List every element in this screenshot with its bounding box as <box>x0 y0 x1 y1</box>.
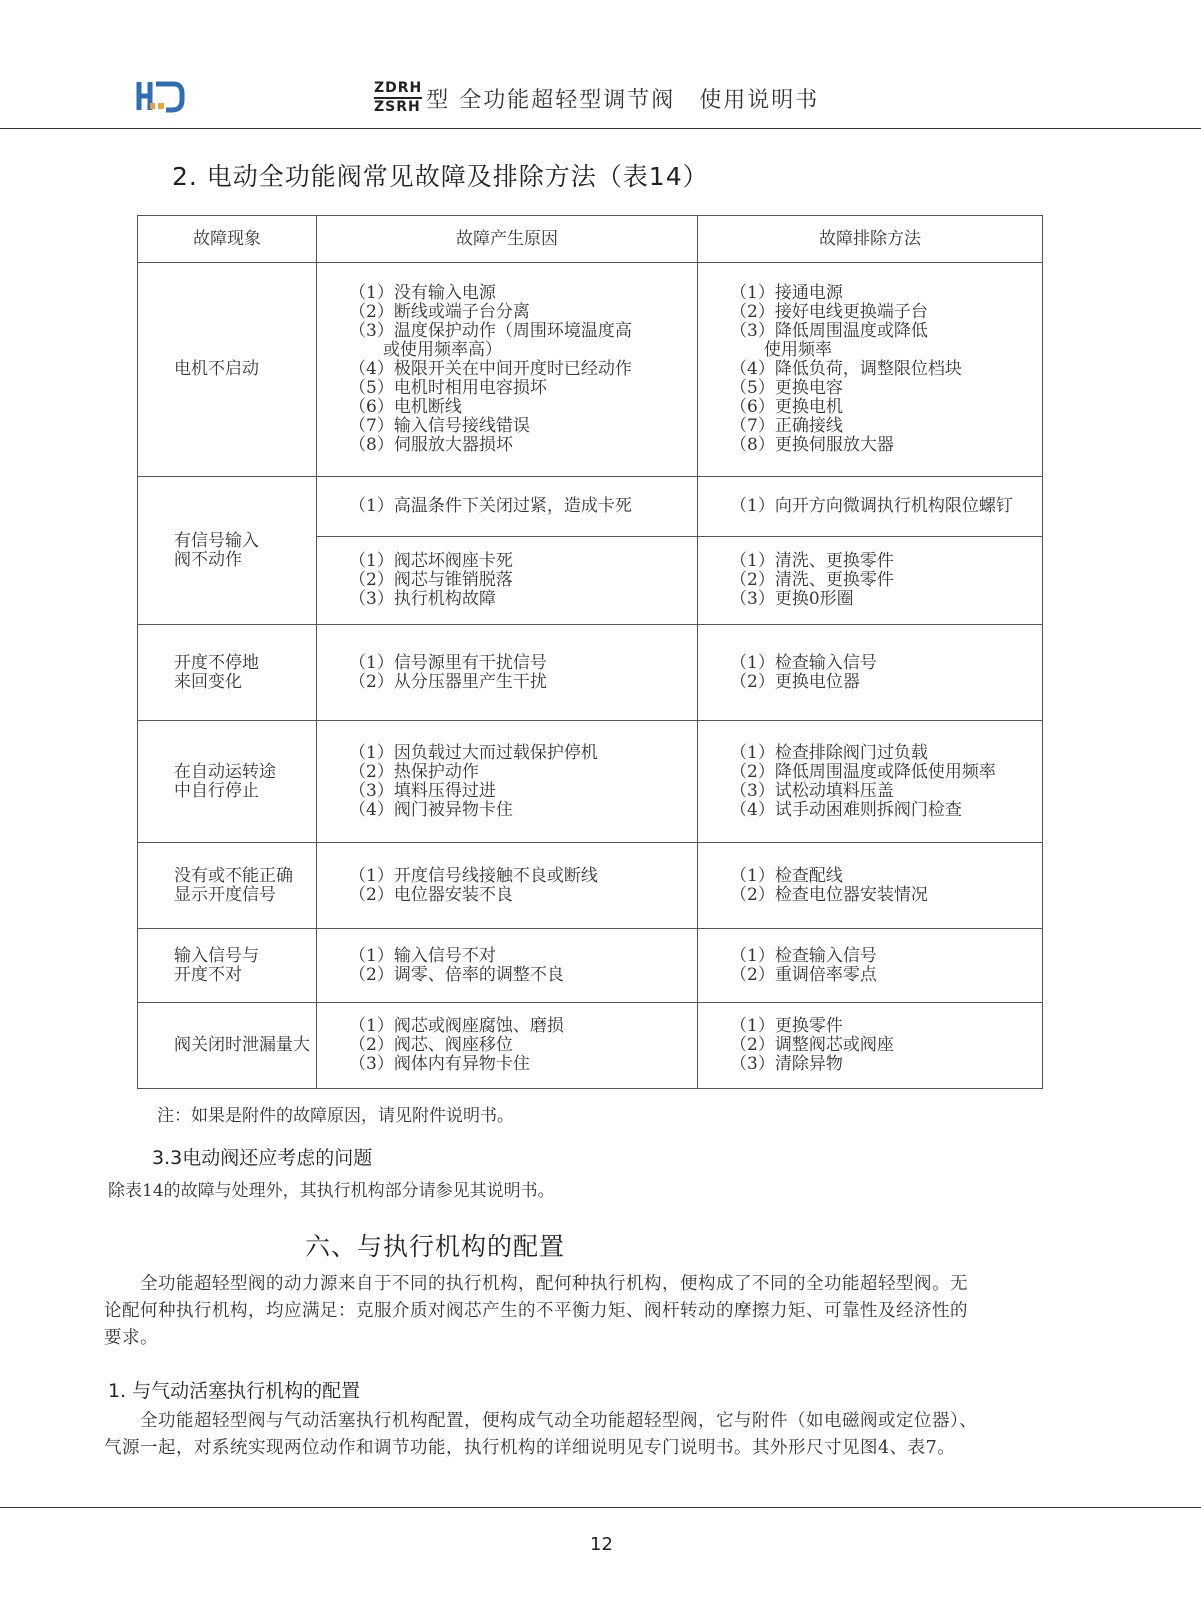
table-cell-line: （2）降低周围温度或降低使用频率 <box>730 761 996 782</box>
table-cell-line: （2）电位器安装不良 <box>349 884 513 905</box>
header-title-text: 型 全功能超轻型调节阀 使用说明书 <box>426 87 820 113</box>
table-cell-line: （1）信号源里有干扰信号 <box>349 652 547 673</box>
remedy-cell <box>698 537 1043 625</box>
table-cell-line: 使用频率 <box>730 340 832 360</box>
remedy-cell <box>698 929 1043 1003</box>
symptom-cell <box>138 263 317 477</box>
cause-cell <box>317 929 698 1003</box>
subsection-1-title: 1. 与气动活塞执行机构的配置 <box>108 1380 361 1402</box>
table-cell-line: （1）高温条件下关闭过紧，造成卡死 <box>349 496 632 516</box>
table-cell-line: （7）输入信号接线错误 <box>349 416 530 436</box>
remedy-cell <box>698 1003 1043 1089</box>
table-cell-line: （4）试手动困难则拆阀门检查 <box>730 799 962 820</box>
table-cell-line: （1）检查排除阀门过负载 <box>730 742 928 763</box>
table-cell-line: 没有或不能正确 <box>174 865 293 886</box>
table-cell-line: 电机不启动 <box>174 359 259 379</box>
table-cell-line: （1）检查输入信号 <box>730 945 877 966</box>
table-row <box>138 1003 1043 1089</box>
symptom-cell <box>138 1003 317 1089</box>
remedy-cell <box>698 625 1043 721</box>
symptom-cell <box>138 929 317 1003</box>
table-cell-line: （1）开度信号线接触不良或断线 <box>349 865 598 886</box>
cause-cell <box>317 625 698 721</box>
table-cell-line: （2）从分压器里产生干扰 <box>349 671 547 692</box>
table-cell-line: （2）更换电位器 <box>730 671 860 692</box>
table-note: 注：如果是附件的故障原因，请见附件说明书。 <box>157 1106 514 1126</box>
table-cell-line: 输入信号与 <box>174 945 259 966</box>
symptom-cell <box>138 843 317 929</box>
table-cell-line: （1）阀芯或阀座腐蚀、磨损 <box>349 1016 564 1036</box>
remedy-cell <box>698 721 1043 843</box>
table-cell-line: （2）断线或端子台分离 <box>349 302 530 322</box>
subsection-1-paragraph: 全功能超轻型阀与气动活塞执行机构配置，便构成气动全功能超轻型阀，它与附件（如电磁阀或定位器）、气源一起，对系统实现两位动作和调节功能，执行机构的详细说明见专门说明书。其外形尺寸见图4、表7。 <box>104 1411 978 1458</box>
table-cell-line: （3）清除异物 <box>730 1054 843 1074</box>
table-cell-line: （4）极限开关在中间开度时已经动作 <box>349 359 632 379</box>
table-cell-line: （5）电机时相用电容损坏 <box>349 378 547 398</box>
table-cell-line: 来回变化 <box>174 671 242 692</box>
table-cell-line: （3）执行机构故障 <box>349 589 496 609</box>
cause-cell <box>317 477 698 537</box>
table-cell-line: （4）阀门被异物卡住 <box>349 799 513 820</box>
company-logo <box>136 78 186 114</box>
table-cell-line: （1）清洗、更换零件 <box>730 551 894 571</box>
table-cell-line: （7）正确接线 <box>730 416 843 436</box>
remedy-cell <box>698 477 1043 537</box>
table-cell-line: （8）伺服放大器损坏 <box>349 435 513 455</box>
table-header-row <box>138 216 1043 263</box>
table-cell-line: 开度不停地 <box>174 652 259 673</box>
table-cell-line: （1）更换零件 <box>730 1016 843 1036</box>
table-cell-line: （4）降低负荷，调整限位档块 <box>730 359 962 379</box>
cause-cell <box>317 843 698 929</box>
table-cell-line: （6）更换电机 <box>730 397 843 417</box>
symptom-cell <box>138 625 317 721</box>
table-cell-line: （2）阀芯、阀座移位 <box>349 1035 513 1055</box>
header-remedy: 故障排除方法 <box>698 216 1043 263</box>
table-cell-line: （3）更换0形圈 <box>730 589 854 609</box>
table-cell-line: （8）更换伺服放大器 <box>730 435 894 455</box>
table-cell-line: 有信号输入 <box>174 530 259 551</box>
table-cell-line: （1）检查输入信号 <box>730 652 877 673</box>
section-6-paragraph: 全功能超轻型阀的动力源来自于不同的执行机构，配何种执行机构，便构成了不同的全功能超轻型阀。无论配何种执行机构，均应满足：克服介质对阀芯产生的不平衡力矩、阀杆转动的摩擦力矩、可靠性及经济性的要求。 <box>104 1274 968 1348</box>
cause-cell <box>317 721 698 843</box>
table-row <box>138 625 1043 721</box>
remedy-cell <box>698 843 1043 929</box>
table-cell-line: 在自动运转途 <box>174 761 276 782</box>
document-header <box>374 80 819 116</box>
table-row <box>138 929 1043 1003</box>
table-cell-line: （2）重调倍率零点 <box>730 964 877 985</box>
cause-cell <box>317 263 698 477</box>
model-codes <box>374 80 422 116</box>
table-cell-line: （3）阀体内有异物卡住 <box>349 1054 530 1074</box>
table-cell-line: （2）检查电位器安装情况 <box>730 884 928 905</box>
header-divider <box>0 128 1201 129</box>
table-cell-line: （3）降低周围温度或降低 <box>730 321 928 341</box>
table-cell-line: （1）因负载过大而过载保护停机 <box>349 742 598 763</box>
header-cause: 故障产生原因 <box>317 216 698 263</box>
footer-divider <box>0 1507 1201 1508</box>
table-row <box>138 721 1043 843</box>
fault-table <box>137 215 1043 1089</box>
table-cell-line: （2）阀芯与锥销脱落 <box>349 570 513 590</box>
cause-cell <box>317 1003 698 1089</box>
subsection-33-text: 除表14的故障与处理外，其执行机构部分请参见其说明书。 <box>108 1181 555 1201</box>
section-6-title: 六、与执行机构的配置 <box>305 1232 566 1261</box>
table-cell-line: （1）向开方向微调执行机构限位螺钉 <box>730 496 1013 516</box>
table-cell-line: （1）没有输入电源 <box>349 283 496 303</box>
cause-cell <box>317 537 698 625</box>
table-cell-line: （1）检查配线 <box>730 865 843 886</box>
table-cell-line: （1）输入信号不对 <box>349 945 496 966</box>
table-cell-line: （1）阀芯坏阀座卡死 <box>349 551 513 571</box>
remedy-cell <box>698 263 1043 477</box>
table-cell-line: 中自行停止 <box>174 780 259 801</box>
table-cell-line: （2）调零、倍率的调整不良 <box>349 964 564 985</box>
page-number: 12 <box>590 1534 613 1555</box>
table-cell-line: 阀关闭时泄漏量大 <box>174 1035 310 1055</box>
table-cell-line: 阀不动作 <box>174 549 242 570</box>
table-row <box>138 477 1043 537</box>
table-cell-line: （2）热保护动作 <box>349 761 479 782</box>
table-cell-line: （6）电机断线 <box>349 397 462 417</box>
table-cell-line: （3）填料压得过进 <box>349 780 496 801</box>
table-cell-line: 显示开度信号 <box>174 884 276 905</box>
model-code-top: ZDRH <box>374 80 422 99</box>
table-cell-line: （2）调整阀芯或阀座 <box>730 1035 894 1055</box>
table-cell-line: 开度不对 <box>174 964 242 985</box>
table-cell-line: （1）接通电源 <box>730 283 843 303</box>
table-row <box>138 263 1043 477</box>
table-cell-line: （2）清洗、更换零件 <box>730 570 894 590</box>
header-symptom: 故障现象 <box>138 216 317 263</box>
table-cell-line: 或使用频率高） <box>349 340 502 360</box>
table-cell-line: （3）试松动填料压盖 <box>730 780 894 801</box>
symptom-cell <box>138 721 317 843</box>
subsection-33-title: 3.3电动阀还应考虑的问题 <box>152 1147 373 1169</box>
model-code-bottom: ZSRH <box>374 99 421 115</box>
table-cell-line: （5）更换电容 <box>730 378 843 398</box>
table-row <box>138 843 1043 929</box>
section-title: 2. 电动全功能阀常见故障及排除方法（表14） <box>172 162 709 191</box>
table-cell-line: （2）接好电线更换端子台 <box>730 302 928 322</box>
table-cell-line: （3）温度保护动作（周围环境温度高 <box>349 321 632 341</box>
fault-table-body <box>138 263 1043 1089</box>
symptom-cell <box>138 477 317 625</box>
